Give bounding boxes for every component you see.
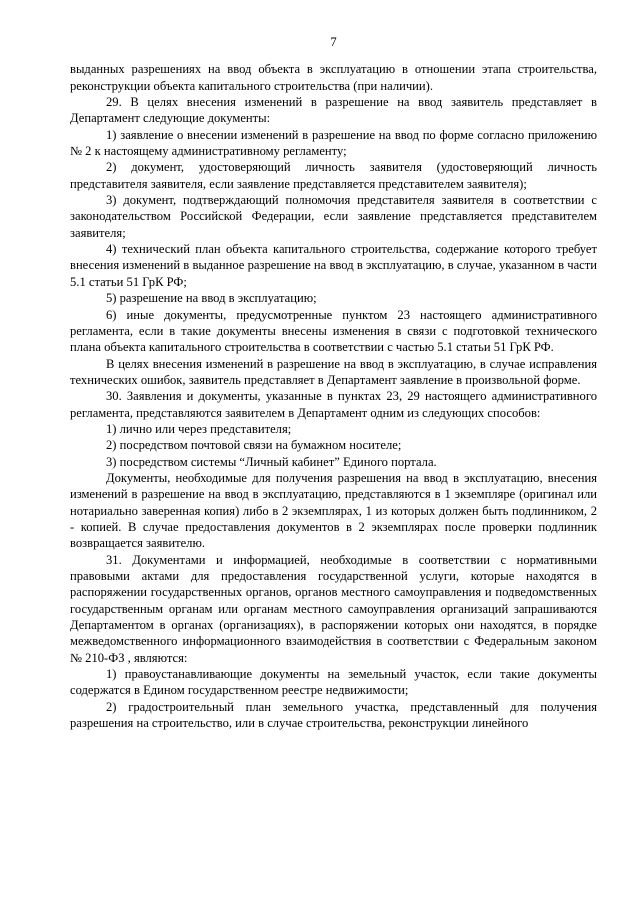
paragraph-29: 29. В целях внесения изменений в разрешение на ввод заявитель представляет в Департамент следующие документы: — [70, 95, 597, 126]
list-item: 1) лично или через представителя; — [106, 421, 292, 436]
list-item: 6) иные документы, предусмотренные пунктом 23 настоящего административного регламента, если в такие документы внесены изменения в связи с подготовкой технического плана объекта капитального строительства в соответствии с частью 5.1 статьи 51 ГрК РФ. — [70, 307, 597, 355]
paragraph: В целях внесения изменений в разрешение на ввод в эксплуатацию, в случае исправления технических ошибок, заявитель представляет в Департамент заявление в произвольной форме. — [70, 356, 597, 387]
list-item: 5) разрешение на ввод в эксплуатацию; — [106, 291, 317, 306]
paragraph-31: 31. Документами и информацией, необходимые в соответствии с нормативными правовыми актами для предоставления государственной услуги, которые находятся в распоряжении государственных органов, органов местного самоуправления и подведомственных государственным органам или органам местного самоуправления организаций запрашиваются Департаментом в органах (организациях), в распоряжении которых они находятся, в порядке межведомственного информационного взаимодействия в соответствии с Федеральным законом № 210-ФЗ , являются: — [70, 552, 597, 665]
paragraph-30: 30. Заявления и документы, указанные в пунктах 23, 29 настоящего административного регламента, представляются заявителем в Департамент одним из следующих способов: — [70, 389, 597, 420]
list-item: 1) заявление о внесении изменений в разрешение на ввод по форме согласно приложению № 2 к настоящему административному регламенту; — [70, 127, 597, 159]
document-body — [70, 61, 597, 731]
list-item: 2) посредством почтовой связи на бумажном носителе; — [106, 438, 402, 453]
paragraph: выданных разрешениях на ввод объекта в эксплуатацию в отношении этапа строительства, реконструкции объекта капитального строительства (при наличии). — [70, 62, 597, 93]
list-item: 2) градостроительный план земельного участка, представленный для получения разрешения на строительство, или в случае строительства, реконструкции линейного — [70, 699, 597, 731]
paragraph: Документы, необходимые для получения разрешения на ввод в эксплуатацию, внесения изменений в разрешение на ввод в эксплуатацию, представляются в 1 экземпляре (оригинал или нотариально заверенная копия) либо в 2 экземплярах, 1 из которых должен быть подлинником, 2 - копией. В случае предоставления документов в 2 экземплярах после проверки подлинник возвращается заявителю. — [70, 470, 597, 551]
list-item: 4) технический план объекта капитального строительства, содержание которого требует внесения изменений в выданное разрешение на ввод в эксплуатацию, в случае, указанном в части 5.1 статьи 51 ГрК РФ; — [70, 242, 597, 289]
list-item: 2) документ, удостоверяющий личность заявителя (удостоверяющий личность представителя заявителя, если заявление представляется представителем заявителя); — [70, 160, 597, 191]
list-item: 1) правоустанавливающие документы на земельный участок, если такие документы содержатся в Едином государственном реестре недвижимости; — [70, 667, 597, 698]
page-number: 7 — [330, 35, 337, 49]
list-item: 3) посредством системы “Личный кабинет” Единого портала. — [106, 454, 437, 469]
list-item: 3) документ, подтверждающий полномочия представителя заявителя в соответствии с законодательством Российской Федерации, если заявление представляется представителем заявителя; — [70, 193, 597, 240]
